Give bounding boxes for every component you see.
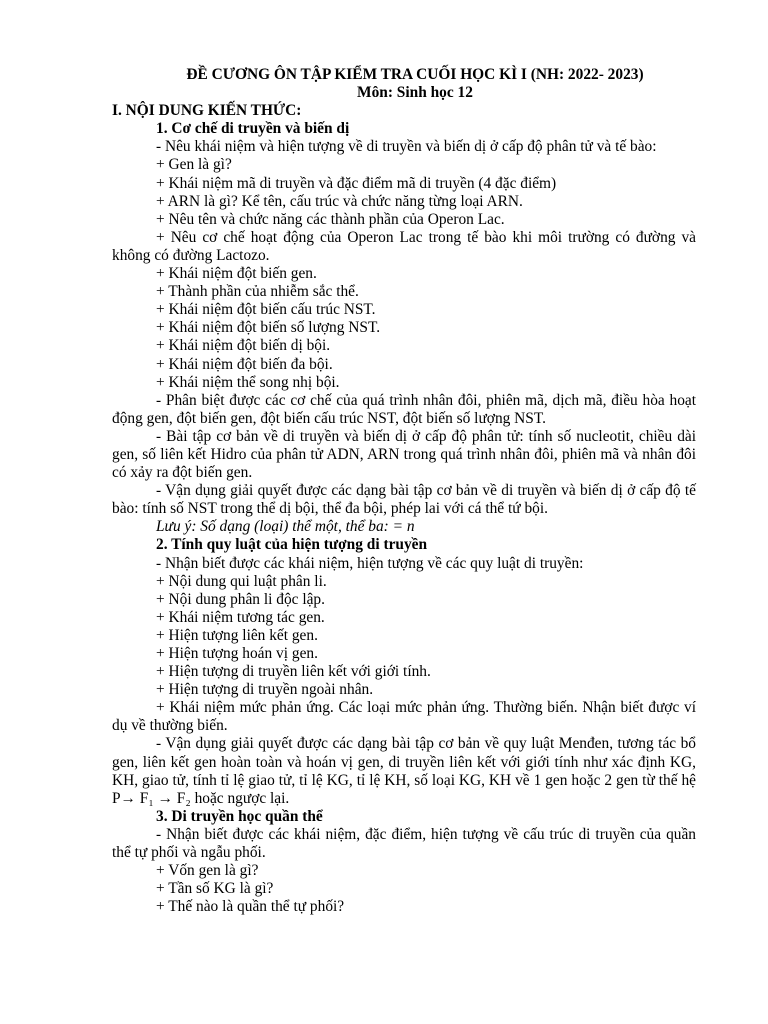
list-item: + Khái niệm mã di truyền và đặc điểm mã di truyền (4 đặc điểm) xyxy=(156,174,557,192)
document-body xyxy=(112,66,696,916)
paragraph: - Vận dụng giải quyết được các dạng bài tập cơ bản về di truyền và biến dị ở cấp độ tế bào: tính số NST trong thể dị bội, thể đa bội, phép lai với cá thể tứ bội. xyxy=(112,482,696,518)
list-item: + Khái niệm đột biến số lượng NST. xyxy=(156,319,381,337)
list-item: + ARN là gì? Kể tên, cấu trúc và chức năng từng loại ARN. xyxy=(156,192,523,210)
section-lines xyxy=(112,138,696,536)
list-item: + Nội dung phân li độc lập. xyxy=(156,590,325,608)
list-item: + Hiện tượng di truyền ngoài nhân. xyxy=(156,681,374,699)
paragraph: - Vận dụng giải quyết được các dạng bài tập cơ bản về quy luật Menđen, tương tác bổ gen, liên kết gen hoàn toàn và hoán vị gen, di truyền liên kết với giới tính như xác định KG, KH, giao tử, tính tỉ lệ giao tử, tỉ lệ KG, tỉ lệ KH, số loại KG, KH về 1 gen hoặc 2 gen từ thế hệ P→ F₁ → F₂ hoặc ngược lại. xyxy=(112,735,696,807)
section-heading: 2. Tính quy luật của hiện tượng di truyền xyxy=(156,536,428,554)
paragraph: - Nêu khái niệm và hiện tượng về di truyền và biến dị ở cấp độ phân tử và tế bào: xyxy=(156,138,657,156)
list-item: + Nêu tên và chức năng các thành phần của Operon Lac. xyxy=(156,210,505,228)
section-heading: 3. Di truyền học quần thể xyxy=(156,807,323,825)
section-heading: 1. Cơ chế di truyền và biến dị xyxy=(156,120,350,138)
paragraph: - Bài tập cơ bản về di truyền và biến dị ở cấp độ phân tử: tính số nucleotit, chiều dài gen, số liên kết Hidro của phân tử ADN, ARN trong quá trình nhân đôi, phiên mã và nhân đôi có xảy ra đột biến gen. xyxy=(112,427,696,482)
list-item: + Hiện tượng di truyền liên kết với giới tính. xyxy=(156,663,431,681)
list-item: + Nội dung qui luật phân li. xyxy=(156,572,327,590)
document-subject: Môn: Sinh học 12 xyxy=(357,84,473,102)
list-item: + Khái niệm đột biến gen. xyxy=(156,265,317,283)
section-2 xyxy=(112,536,696,807)
section-3 xyxy=(112,808,696,917)
note-text: Lưu ý: Số dạng (loại) thể một, thể ba: = n xyxy=(156,518,415,536)
list-item: + Vốn gen là gì? xyxy=(156,862,259,880)
list-item: + Khái niệm thể song nhị bội. xyxy=(156,373,340,391)
document-title: ĐỀ CƯƠNG ÔN TẬP KIỂM TRA CUỐI HỌC KÌ I (NH: 2022- 2023) xyxy=(186,66,644,83)
paragraph: + Nêu cơ chế hoạt động của Operon Lac trong tế bào khi môi trường có đường và không có đường Lactozo. xyxy=(112,228,696,264)
list-item: + Khái niệm đột biến đa bội. xyxy=(156,355,333,373)
part-heading: I. NỘI DUNG KIẾN THỨC: xyxy=(112,102,302,120)
paragraph: - Nhận biết được các khái niệm, hiện tượng về các quy luật di truyền: xyxy=(156,554,584,572)
paragraph: - Phân biệt được các cơ chế của quá trình nhân đôi, phiên mã, dịch mã, điều hòa hoạt động gen, đột biến gen, đột biến cấu trúc NST, đột biến số lượng NST. xyxy=(112,391,696,427)
section-1 xyxy=(112,120,696,536)
section-lines xyxy=(112,555,696,808)
paragraph: + Khái niệm mức phản ứng. Các loại mức phản ứng. Thường biến. Nhận biết được ví dụ về thường biến. xyxy=(112,699,696,735)
list-item: + Khái niệm tương tác gen. xyxy=(156,608,325,626)
paragraph: - Nhận biết được các khái niệm, đặc điểm, hiện tượng về cấu trúc di truyền của quần thể tự phối và ngẫu phối. xyxy=(112,825,696,862)
list-item: + Khái niệm đột biến cấu trúc NST. xyxy=(156,301,376,319)
list-item: + Hiện tượng liên kết gen. xyxy=(156,626,318,644)
list-item: + Gen là gì? xyxy=(156,156,232,174)
section-lines xyxy=(112,826,696,916)
list-item: + Hiện tượng hoán vị gen. xyxy=(156,645,318,662)
list-item: + Tần số KG là gì? xyxy=(156,880,274,898)
list-item: + Thế nào là quần thể tự phối? xyxy=(156,898,345,916)
list-item: + Khái niệm đột biến dị bội. xyxy=(156,337,331,355)
list-item: + Thành phần của nhiễm sắc thể. xyxy=(156,283,359,301)
